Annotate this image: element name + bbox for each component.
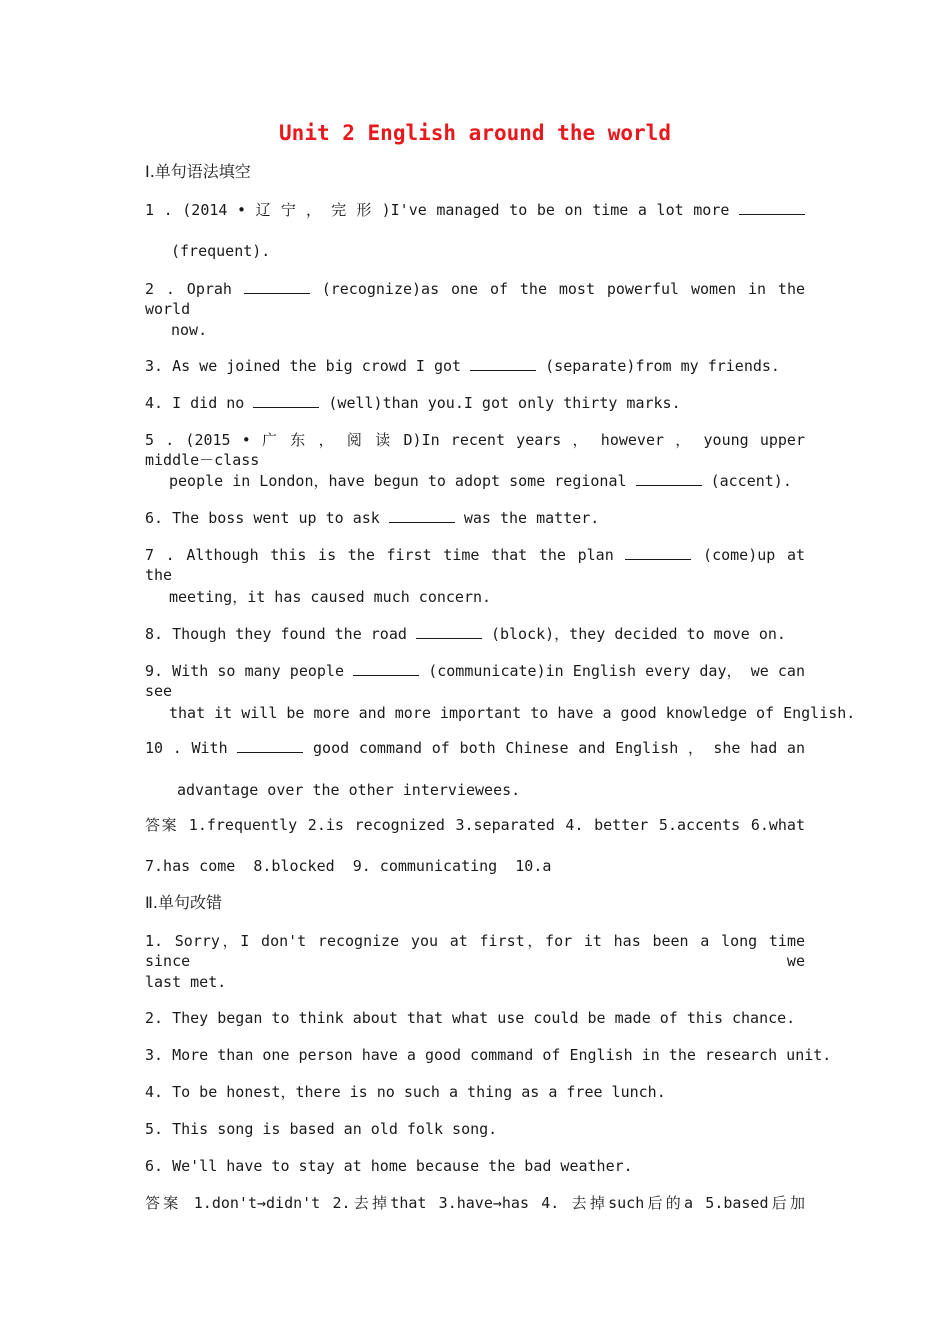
question-9-line-2: that it will be more and more important to have a good knowledge of English.: [169, 704, 856, 722]
answer-blank: [739, 200, 805, 215]
section-heading-error-correction: Ⅱ.单句改错: [145, 893, 222, 912]
answer-blank: [625, 545, 691, 560]
answer-blank: [253, 393, 319, 408]
question-1-line-2: (frequent).: [171, 242, 271, 260]
correction-2: 2. They began to think about that what use could be made of this chance.: [145, 1009, 796, 1027]
question-3: 3. As we joined the big crowd I got (separate)from my friends.: [145, 357, 780, 375]
answer-key-line-1: 答案 1.frequently 2.is recognized 3.separated 4. better 5.accents 6.what: [145, 816, 805, 834]
answer-key-line-2: 7.has come 8.blocked 9. communicating 10.a: [145, 857, 552, 875]
correction-3: 3. More than one person have a good command of English in the research unit.: [145, 1046, 832, 1064]
section-heading-grammar: Ⅰ.单句语法填空: [145, 162, 251, 181]
answer-blank: [353, 661, 419, 676]
question-6: 6. The boss went up to ask was the matter.: [145, 509, 600, 527]
correction-1-line-2: last met.: [145, 973, 227, 991]
question-5-line-1: 5 . (2015 • 广 东 ， 阅 读 D)In recent years ， however ， young upper middle－class: [145, 431, 805, 469]
answer-key-section-2: 答案 1.don't→didn't 2.去掉that 3.have→has 4. 去掉such后的a 5.based后加: [145, 1194, 805, 1212]
question-7-line-2: meeting，it has caused much concern.: [169, 588, 492, 606]
question-4: 4. I did no (well)than you.I got only thirty marks.: [145, 394, 681, 412]
answer-blank: [416, 624, 482, 639]
correction-1-line-1: 1. Sorry，I don't recognize you at first，for it has been a long time since we: [145, 932, 805, 970]
question-10-line-1: 10 . With good command of both Chinese and English ， she had an: [145, 739, 805, 757]
answer-blank: [470, 356, 536, 371]
question-7-line-1: 7 . Although this is the first time that the plan (come)up at the: [145, 546, 806, 584]
question-2-line-2: now.: [171, 321, 208, 339]
page-title: Unit 2 English around the world: [279, 121, 671, 145]
question-2-line-1: 2 . Oprah (recognize)as one of the most powerful women in the world: [145, 280, 806, 318]
answer-blank: [244, 279, 310, 294]
correction-5: 5. This song is based an old folk song.: [145, 1120, 498, 1138]
question-5-line-2: people in London，have begun to adopt some regional (accent).: [169, 472, 792, 490]
answer-blank: [636, 471, 702, 486]
correction-4: 4. To be honest，there is no such a thing as a free lunch.: [145, 1083, 666, 1101]
correction-6: 6. We'll have to stay at home because the bad weather.: [145, 1157, 633, 1175]
question-10-line-2: advantage over the other interviewees.: [177, 781, 521, 799]
question-8: 8. Though they found the road (block)，they decided to move on.: [145, 625, 786, 643]
question-1-line-1: 1 . (2014 • 辽 宁 ， 完 形 )I've managed to be on time a lot more: [145, 200, 805, 220]
question-9-line-1: 9. With so many people (communicate)in English every day， we can see: [145, 662, 805, 700]
answer-blank: [389, 508, 455, 523]
answer-blank: [237, 738, 303, 753]
